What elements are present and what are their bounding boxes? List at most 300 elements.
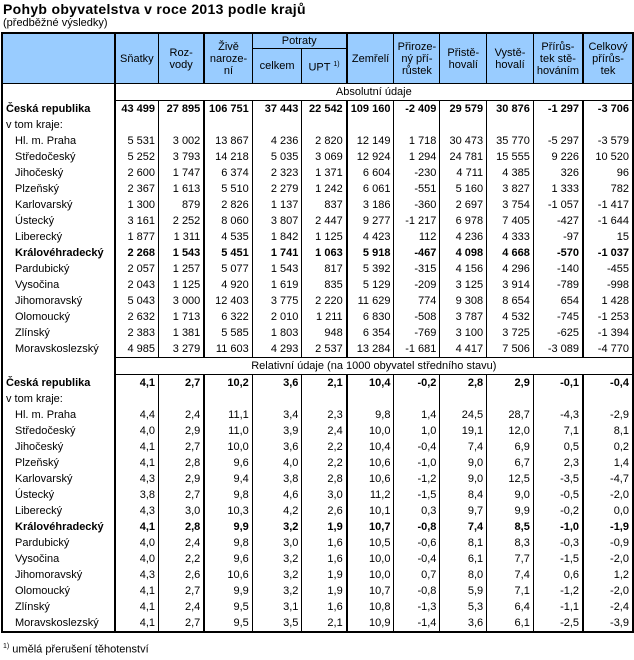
cell-value: -1,4: [394, 615, 440, 632]
cell-value: 10,3: [204, 503, 252, 519]
cell-value: 2,7: [159, 375, 205, 392]
cell-value: 1,2: [583, 567, 633, 583]
cell-value: 2,2: [302, 439, 347, 455]
cell-value: 28,7: [487, 407, 534, 423]
cell-value: 10 520: [583, 149, 633, 165]
empty-cell: [583, 391, 633, 407]
cell-value: 3,6: [252, 375, 302, 392]
cell-value: -1,2: [394, 471, 440, 487]
cell-value: -0,9: [583, 535, 633, 551]
cell-value: 4,6: [252, 487, 302, 503]
table-row: [2, 181, 633, 197]
cell-value: 1 371: [302, 165, 347, 181]
cell-value: 14 218: [204, 149, 252, 165]
cell-value: -2,0: [583, 583, 633, 599]
header-vystehovali-line2: hovalí: [495, 58, 525, 71]
row-label: Královéhradecký: [2, 245, 115, 261]
cell-value: 1 613: [159, 181, 205, 197]
header-zive-narozeni: [204, 33, 252, 84]
cell-value: 7,1: [533, 423, 583, 439]
cell-value: 1 543: [252, 261, 302, 277]
cell-value: 1 741: [252, 245, 302, 261]
cell-value: 9,9: [204, 583, 252, 599]
cell-value: 13 867: [204, 133, 252, 149]
cell-value: 27 895: [159, 101, 205, 118]
cell-value: -0,2: [394, 375, 440, 392]
cell-value: -2,0: [583, 487, 633, 503]
header-cp-line2: přírůs-: [592, 52, 624, 65]
cell-value: 8,4: [440, 487, 487, 503]
cell-value: 6,4: [487, 599, 534, 615]
cell-value: -3 579: [583, 133, 633, 149]
cell-value: -4,7: [583, 471, 633, 487]
in-regions-label: v tom kraje:: [2, 391, 115, 407]
cell-value: 9,9: [487, 503, 534, 519]
cell-value: 2 632: [115, 309, 159, 325]
cell-value: 1 333: [533, 181, 583, 197]
cell-value: 4 296: [487, 261, 534, 277]
cell-value: 10,0: [347, 551, 394, 567]
empty-cell: [487, 391, 534, 407]
cell-value: 24 781: [440, 149, 487, 165]
empty-cell: [533, 117, 583, 133]
table-subtitle: (předběžné výsledky): [3, 17, 108, 29]
row-label: Vysočina: [2, 277, 115, 293]
section-row-absolute: [2, 84, 633, 101]
table-row: [2, 599, 633, 615]
header-potraty-celkem: celkem: [252, 49, 302, 84]
cell-value: 1 803: [252, 325, 302, 341]
header-zive-line1: Živě: [218, 40, 239, 53]
cell-value: 2,4: [159, 535, 205, 551]
cell-value: 2 220: [302, 293, 347, 309]
empty-cell: [302, 117, 347, 133]
cell-value: -2,4: [583, 599, 633, 615]
row-label: Liberecký: [2, 229, 115, 245]
header-zemreli: Zemřelí: [347, 33, 394, 84]
table-row: [2, 133, 633, 149]
cell-value: -2 409: [394, 101, 440, 118]
header-pristehovali-line2: hovalí: [448, 58, 478, 71]
cell-value: 8,1: [583, 423, 633, 439]
cell-value: 3 775: [252, 293, 302, 309]
cell-value: 4 385: [487, 165, 534, 181]
cell-value: 29 579: [440, 101, 487, 118]
cell-value: 2,4: [302, 423, 347, 439]
cell-value: -2,5: [533, 615, 583, 632]
footnote-text: umělá přerušení těhotenství: [12, 643, 149, 656]
cell-value: 3,2: [252, 519, 302, 535]
cell-value: 835: [302, 277, 347, 293]
cell-value: -467: [394, 245, 440, 261]
cell-value: 5 451: [204, 245, 252, 261]
cell-value: 5 129: [347, 277, 394, 293]
cell-value: 2 383: [115, 325, 159, 341]
cell-value: 4 423: [347, 229, 394, 245]
cell-value: 3 125: [440, 277, 487, 293]
cell-value: 1 294: [394, 149, 440, 165]
cell-value: -1 057: [533, 197, 583, 213]
cell-value: 2,9: [487, 375, 534, 392]
cell-value: 9,7: [440, 503, 487, 519]
cell-value: -209: [394, 277, 440, 293]
cell-value: 4 236: [440, 229, 487, 245]
cell-value: 43 499: [115, 101, 159, 118]
empty-cell: [440, 117, 487, 133]
empty-cell: [204, 391, 252, 407]
cell-value: 6,1: [440, 551, 487, 567]
cell-value: 1,6: [302, 599, 347, 615]
table-row: [2, 309, 633, 325]
cell-value: 8,1: [440, 535, 487, 551]
cell-value: 3,0: [302, 487, 347, 503]
cell-value: 19,1: [440, 423, 487, 439]
cell-value: 6 604: [347, 165, 394, 181]
cell-value: -1 253: [583, 309, 633, 325]
empty-cell: [583, 117, 633, 133]
cell-value: 4 236: [252, 133, 302, 149]
cell-value: 7,4: [440, 439, 487, 455]
cell-value: -1,9: [583, 519, 633, 535]
cell-value: 35 770: [487, 133, 534, 149]
row-label: Česká republika: [2, 101, 115, 118]
row-label: Středočeský: [2, 149, 115, 165]
cell-value: -0,8: [394, 519, 440, 535]
cell-value: -508: [394, 309, 440, 325]
cell-value: 7,1: [487, 583, 534, 599]
cell-value: -745: [533, 309, 583, 325]
cell-value: 3,6: [252, 439, 302, 455]
cell-value: 1 311: [159, 229, 205, 245]
cell-value: 2,8: [159, 519, 205, 535]
header-pristehovali-line1: Přistě-: [447, 46, 480, 59]
empty-cell: [302, 391, 347, 407]
table-row: [2, 439, 633, 455]
header-pst-line3: hováním: [536, 64, 580, 77]
cell-value: 6,9: [487, 439, 534, 455]
cell-value: 4 417: [440, 341, 487, 358]
row-label: Ústecký: [2, 487, 115, 503]
row-label: Plzeňský: [2, 455, 115, 471]
header-potraty-upt: [302, 49, 347, 84]
cell-value: -551: [394, 181, 440, 197]
row-label: Zlínský: [2, 325, 115, 341]
table-row: [2, 583, 633, 599]
header-snatky: Sňatky: [115, 33, 159, 84]
cell-value: 11,2: [347, 487, 394, 503]
cell-value: 5 077: [204, 261, 252, 277]
cell-value: 9,8: [347, 407, 394, 423]
cell-value: 12,0: [487, 423, 534, 439]
cell-value: 6 061: [347, 181, 394, 197]
cell-value: -1,2: [533, 583, 583, 599]
cell-value: -1,5: [533, 551, 583, 567]
cell-value: 817: [302, 261, 347, 277]
header-pristehovali: [440, 33, 487, 84]
cell-value: 2,2: [302, 455, 347, 471]
header-prirozeny-line2: ný pří-: [401, 52, 433, 65]
cell-value: 2,4: [159, 407, 205, 423]
cell-value: 2,7: [159, 487, 205, 503]
cell-value: 837: [302, 197, 347, 213]
header-prirozeny-line1: Přiroze-: [397, 40, 437, 53]
empty-cell: [204, 117, 252, 133]
cell-value: 1 211: [302, 309, 347, 325]
cell-value: 9,0: [487, 487, 534, 503]
header-pst-line1: Přírůs-: [541, 40, 575, 53]
cell-value: 2 537: [302, 341, 347, 358]
row-label: Pardubický: [2, 261, 115, 277]
row-label: Jihočeský: [2, 439, 115, 455]
cell-value: 1 428: [583, 293, 633, 309]
row-label: Moravskoslezský: [2, 615, 115, 632]
section-spacer: [2, 358, 115, 375]
cell-value: -0,6: [394, 535, 440, 551]
cell-value: 4,3: [115, 567, 159, 583]
cell-value: 7,7: [487, 551, 534, 567]
cell-value: 6 374: [204, 165, 252, 181]
cell-value: -1,3: [394, 599, 440, 615]
cell-value: -0,5: [533, 487, 583, 503]
row-label: Královéhradecký: [2, 519, 115, 535]
cell-value: 2,8: [159, 455, 205, 471]
cell-value: 0,2: [583, 439, 633, 455]
cell-value: 3,2: [252, 583, 302, 599]
cell-value: 654: [533, 293, 583, 309]
cell-value: 3 807: [252, 213, 302, 229]
cell-value: 6,7: [487, 455, 534, 471]
cell-value: -3,9: [583, 615, 633, 632]
cell-value: -427: [533, 213, 583, 229]
cell-value: 11 629: [347, 293, 394, 309]
table-row-in-regions: [2, 391, 633, 407]
row-label: Ústecký: [2, 213, 115, 229]
cell-value: 10,9: [347, 615, 394, 632]
in-regions-label: v tom kraje:: [2, 117, 115, 133]
cell-value: 9 308: [440, 293, 487, 309]
cell-value: 3,6: [440, 615, 487, 632]
cell-value: 4,0: [252, 455, 302, 471]
cell-value: 1 718: [394, 133, 440, 149]
cell-value: 4 098: [440, 245, 487, 261]
cell-value: 3,2: [252, 567, 302, 583]
cell-value: -1 297: [533, 101, 583, 118]
cell-value: 2,2: [159, 551, 205, 567]
cell-value: -1,0: [533, 519, 583, 535]
cell-value: 9 277: [347, 213, 394, 229]
table-body: [2, 84, 633, 633]
cell-value: 2 323: [252, 165, 302, 181]
cell-value: 2,7: [159, 439, 205, 455]
footnote: [3, 643, 149, 656]
empty-cell: [252, 391, 302, 407]
cell-value: -1,0: [394, 455, 440, 471]
cell-value: 1 877: [115, 229, 159, 245]
cell-value: -1 681: [394, 341, 440, 358]
cell-value: 2 367: [115, 181, 159, 197]
cell-value: 12 403: [204, 293, 252, 309]
cell-value: 1 257: [159, 261, 205, 277]
cell-value: 5 918: [347, 245, 394, 261]
cell-value: 0,3: [394, 503, 440, 519]
cell-value: 9 226: [533, 149, 583, 165]
cell-value: 2 268: [115, 245, 159, 261]
table-row: [2, 375, 633, 392]
table-row-in-regions: [2, 117, 633, 133]
cell-value: 4 711: [440, 165, 487, 181]
row-label: Jihočeský: [2, 165, 115, 181]
row-label: Česká republika: [2, 375, 115, 392]
cell-value: 2,8: [302, 471, 347, 487]
row-label: Karlovarský: [2, 197, 115, 213]
cell-value: 4,2: [252, 503, 302, 519]
table-row: [2, 293, 633, 309]
table-row: [2, 407, 633, 423]
header-zive-line2: naroze-: [209, 52, 248, 65]
cell-value: 4,1: [115, 599, 159, 615]
cell-value: -3 089: [533, 341, 583, 358]
cell-value: 6 978: [440, 213, 487, 229]
cell-value: 11,0: [204, 423, 252, 439]
header-cp-line3: tek: [600, 64, 616, 77]
cell-value: 9,9: [204, 519, 252, 535]
cell-value: 6,1: [487, 615, 534, 632]
cell-value: 10,5: [347, 535, 394, 551]
population-table: [1, 32, 634, 633]
footnote-mark: 1): [3, 643, 10, 650]
cell-value: 3 827: [487, 181, 534, 197]
cell-value: 2,3: [533, 455, 583, 471]
header-vystehovali-line1: Vystě-: [494, 46, 526, 59]
cell-value: -2,0: [583, 551, 633, 567]
cell-value: 5 392: [347, 261, 394, 277]
cell-value: 4,0: [115, 535, 159, 551]
cell-value: 3 186: [347, 197, 394, 213]
header-region: [2, 33, 115, 84]
cell-value: 4,1: [115, 455, 159, 471]
cell-value: 3,1: [252, 599, 302, 615]
empty-cell: [347, 391, 394, 407]
cell-value: 4,3: [115, 471, 159, 487]
cell-value: 2 826: [204, 197, 252, 213]
cell-value: -769: [394, 325, 440, 341]
cell-value: 4,1: [115, 519, 159, 535]
header-rozvody-line1: Roz-: [169, 46, 193, 59]
cell-value: 0,5: [533, 439, 583, 455]
table-row: [2, 487, 633, 503]
cell-value: 10,0: [347, 567, 394, 583]
cell-value: 7,4: [440, 519, 487, 535]
cell-value: 3 914: [487, 277, 534, 293]
cell-value: -1 217: [394, 213, 440, 229]
cell-value: 1,4: [583, 455, 633, 471]
empty-cell: [440, 391, 487, 407]
cell-value: 10,7: [347, 583, 394, 599]
cell-value: 15 555: [487, 149, 534, 165]
row-label: Hl. m. Praha: [2, 133, 115, 149]
cell-value: 10,1: [347, 503, 394, 519]
row-label: Pardubický: [2, 535, 115, 551]
empty-cell: [394, 117, 440, 133]
table-row: [2, 197, 633, 213]
cell-value: -0,8: [394, 583, 440, 599]
cell-value: 2 057: [115, 261, 159, 277]
row-label: Jihomoravský: [2, 293, 115, 309]
cell-value: 4 535: [204, 229, 252, 245]
table-row: [2, 455, 633, 471]
cell-value: -570: [533, 245, 583, 261]
cell-value: 13 284: [347, 341, 394, 358]
row-label: Karlovarský: [2, 471, 115, 487]
cell-value: 2,7: [159, 615, 205, 632]
cell-value: 1,9: [302, 567, 347, 583]
empty-cell: [159, 117, 205, 133]
cell-value: 9,0: [440, 455, 487, 471]
cell-value: 4 920: [204, 277, 252, 293]
cell-value: 22 542: [302, 101, 347, 118]
cell-value: -4 770: [583, 341, 633, 358]
cell-value: -2,9: [583, 407, 633, 423]
cell-value: 4,1: [115, 375, 159, 392]
table-row: [2, 567, 633, 583]
cell-value: 2,6: [302, 503, 347, 519]
empty-cell: [159, 391, 205, 407]
cell-value: 2,1: [302, 375, 347, 392]
cell-value: 4 156: [440, 261, 487, 277]
cell-value: 3 100: [440, 325, 487, 341]
cell-value: 5 510: [204, 181, 252, 197]
section-title-absolute: Absolutní údaje: [115, 84, 633, 101]
cell-value: 4 668: [487, 245, 534, 261]
cell-value: 0,6: [533, 567, 583, 583]
cell-value: 11,1: [204, 407, 252, 423]
cell-value: 10,4: [347, 375, 394, 392]
cell-value: 3,0: [252, 535, 302, 551]
row-label: Plzeňský: [2, 181, 115, 197]
table-row: [2, 471, 633, 487]
section-title-relative: Relativní údaje (na 1000 obyvatel středního stavu): [115, 358, 633, 375]
table-title: Pohyb obyvatelstva v roce 2013 podle krajů: [3, 1, 306, 17]
cell-value: 1,6: [302, 551, 347, 567]
empty-cell: [115, 391, 159, 407]
cell-value: 2 043: [115, 277, 159, 293]
cell-value: -0,4: [583, 375, 633, 392]
cell-value: 10,0: [204, 439, 252, 455]
header-prirustek-stehovanim: [533, 33, 583, 84]
cell-value: -625: [533, 325, 583, 341]
cell-value: 879: [159, 197, 205, 213]
cell-value: -3 706: [583, 101, 633, 118]
cell-value: 4 985: [115, 341, 159, 358]
cell-value: 1 619: [252, 277, 302, 293]
cell-value: 2,9: [159, 471, 205, 487]
cell-value: 0,0: [583, 503, 633, 519]
cell-value: 1 063: [302, 245, 347, 261]
section-row-relative: [2, 358, 633, 375]
cell-value: 6 354: [347, 325, 394, 341]
footnote-marker: 1): [333, 60, 340, 68]
cell-value: 2,1: [302, 615, 347, 632]
cell-value: 3 161: [115, 213, 159, 229]
header-rozvody: [159, 33, 205, 84]
cell-value: 3,9: [252, 423, 302, 439]
cell-value: 1,6: [302, 535, 347, 551]
table-row: [2, 615, 633, 632]
cell-value: 15: [583, 229, 633, 245]
cell-value: -455: [583, 261, 633, 277]
cell-value: 12,5: [487, 471, 534, 487]
cell-value: 4,3: [115, 503, 159, 519]
